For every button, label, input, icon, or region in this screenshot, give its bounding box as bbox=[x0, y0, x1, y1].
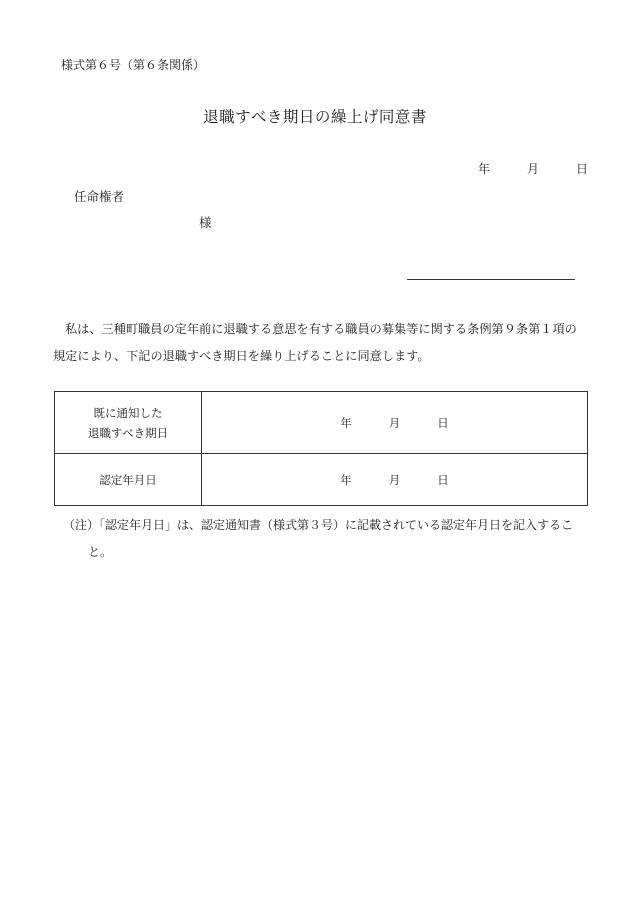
table-row bbox=[55, 454, 588, 506]
day-label: 日 bbox=[437, 415, 449, 430]
row-label-line1: 認定年月日 bbox=[99, 472, 157, 487]
consent-statement-line2: 規定により、下記の退職すべき期日を繰り上げることに同意します。 bbox=[53, 349, 430, 363]
date-day-label: 日 bbox=[576, 162, 589, 176]
footnote-line2: と。 bbox=[88, 545, 113, 559]
signature-line bbox=[407, 279, 575, 280]
date-month-label: 月 bbox=[527, 162, 540, 176]
date-year-label: 年 bbox=[478, 162, 491, 176]
consent-statement-line1: 私は、三種町職員の定年前に退職する意思を有する職員の募集等に関する条例第９条第１項の bbox=[65, 322, 577, 336]
notified-retirement-date-field bbox=[202, 392, 588, 454]
form-number: 様式第６号（第６条関係） bbox=[61, 58, 206, 72]
footnote bbox=[63, 512, 591, 566]
month-label: 月 bbox=[388, 472, 401, 487]
year-label: 年 bbox=[340, 415, 352, 430]
day-label: 日 bbox=[437, 472, 449, 487]
row-label-line1: 既に通知した bbox=[93, 405, 163, 420]
footnote-line1: （注）「認定年月日」は、認定通知書（様式第３号）に記載されている認定年月日を記入するこ bbox=[63, 518, 574, 532]
row-label-line2: 退職すべき期日 bbox=[87, 425, 169, 440]
table-row bbox=[55, 392, 588, 454]
row-label-notified-retirement-date bbox=[55, 392, 202, 454]
year-label: 年 bbox=[340, 472, 352, 487]
month-label: 月 bbox=[388, 415, 401, 430]
addressee-label: 任命権者 bbox=[74, 189, 125, 204]
dates-table bbox=[54, 391, 588, 506]
document-title: 退職すべき期日の繰上げ同意書 bbox=[203, 108, 427, 126]
consent-statement bbox=[53, 316, 593, 370]
certification-date-field bbox=[202, 454, 588, 506]
row-label-certification-date bbox=[55, 454, 202, 506]
honorific-label: 様 bbox=[199, 215, 212, 230]
